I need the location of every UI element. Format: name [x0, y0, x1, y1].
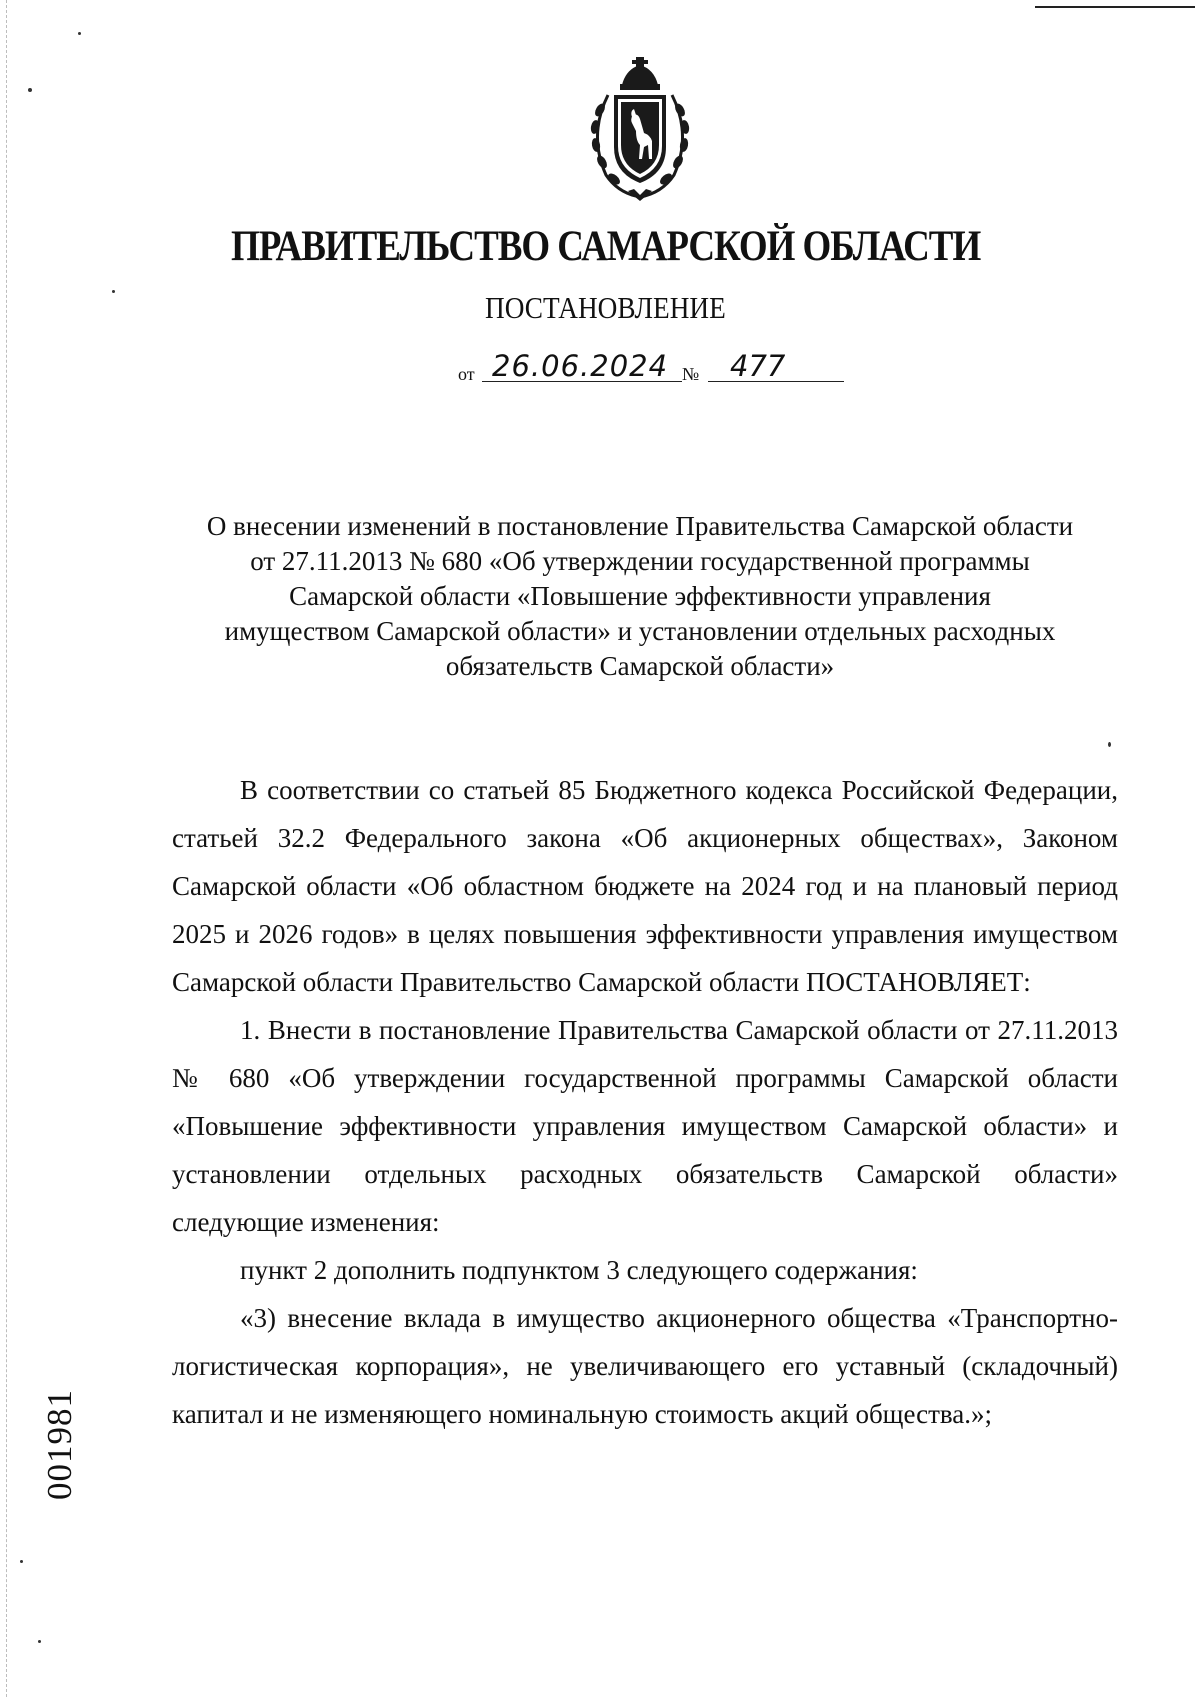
sub-instruction-paragraph: пункт 2 дополнить подпунктом 3 следующего содержания:	[240, 1255, 918, 1285]
document-body	[172, 766, 1118, 1438]
scan-speck	[38, 1640, 41, 1643]
scan-speck	[112, 290, 115, 293]
coat-of-arms-samara-icon	[578, 55, 702, 203]
scan-top-edge	[1035, 6, 1195, 8]
registration-number-stamp: 001981	[40, 1389, 79, 1500]
government-title: ПРАВИТЕЛЬСТВО САМАРСКОЙ ОБЛАСТИ	[231, 223, 981, 270]
preamble-paragraph: В соответствии со статьей 85 Бюджетного кодекса Российской Федерации, статьей 32.2 Федерального закона «Об акционерных обществах», Законом Самарской области «Об областном бюджете на 2024 год и на плановый период 2025 и 2026 годов» в целях повышения эффективности управления имуществом Самарской области Правительство Самарской области ПОСТАНОВЛЯЕТ:	[172, 775, 1118, 997]
subject-line: Самарской области «Повышение эффективности управления	[289, 581, 991, 611]
handwritten-number: 477	[708, 350, 844, 382]
document-type: ПОСТАНОВЛЕНИЕ	[485, 290, 726, 325]
scan-speck	[28, 88, 32, 92]
number-prefix: №	[682, 364, 700, 384]
quoted-subitem-paragraph: «3) внесение вклада в имущество акционерного общества «Транспортно-логистическая корпорация», не увеличивающего его уставный (складочный) капитал и не изменяющего номинальную стоимость акций общества.»;	[172, 1303, 1118, 1429]
item-1-paragraph: 1. Внести в постановление Правительства Самарской области от 27.11.2013 № 680 «Об утверждении государственной программы Самарской области «Повышение эффективности управления имуществом Самарской области» и установлении отдельных расходных обязательств Самарской области» следующие изменения:	[172, 1015, 1118, 1237]
scan-speck	[78, 32, 81, 35]
subject-line: от 27.11.2013 № 680 «Об утверждении государственной программы	[250, 546, 1030, 576]
document-subject	[160, 509, 1120, 684]
scan-speck	[1108, 742, 1111, 747]
scan-left-edge	[6, 0, 7, 1697]
subject-line: обязательств Самарской области»	[445, 651, 835, 681]
subject-line: О внесении изменений в постановление Правительства Самарской области	[206, 511, 1074, 541]
handwritten-date: 26.06.2024	[482, 350, 682, 382]
date-number-line	[458, 350, 848, 390]
subject-line: имуществом Самарской области» и установлении отдельных расходных	[224, 616, 1056, 646]
scan-speck	[20, 1560, 23, 1563]
date-prefix: от	[458, 364, 475, 384]
